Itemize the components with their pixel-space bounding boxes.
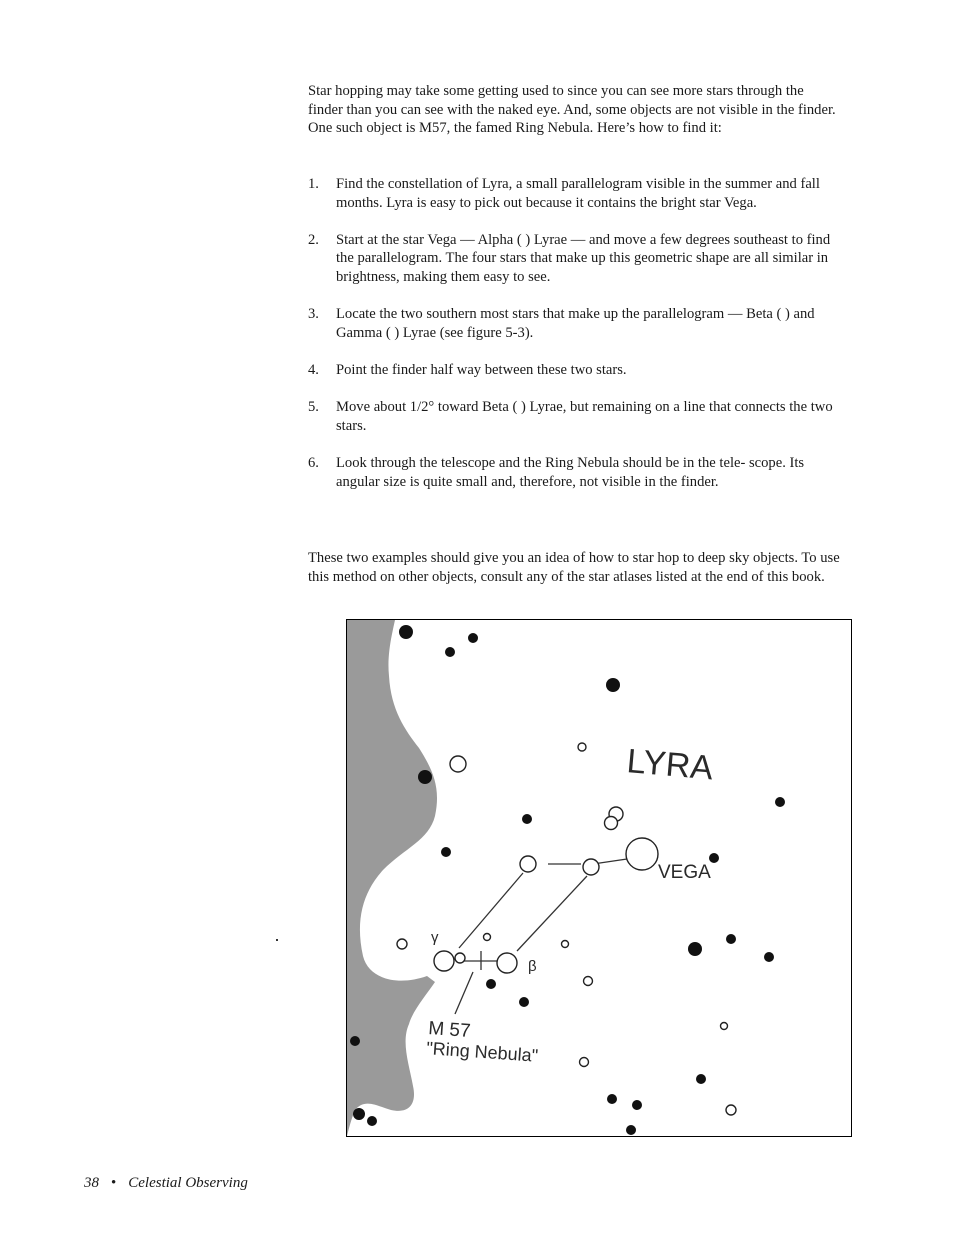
star-open: [721, 1023, 728, 1030]
stray-mark: [276, 939, 278, 941]
star-open: [726, 1105, 736, 1115]
star-filled: [606, 678, 620, 692]
star-filled: [418, 770, 432, 784]
footer-separator: •: [111, 1175, 117, 1191]
star-filled: [522, 814, 532, 824]
constellation-label: LYRA: [625, 742, 715, 788]
step-number: 5.: [308, 399, 319, 416]
star-filled: [607, 1094, 617, 1104]
line-zeta-to-beta: [517, 876, 587, 951]
filled-stars: [350, 625, 785, 1135]
zeta-star: [583, 859, 599, 875]
gamma-star: [434, 951, 454, 971]
star-open: [562, 941, 569, 948]
step-text: Move about 1/2° toward Beta ( ) Lyrae, but remaining on a line that connects the two stars.: [336, 399, 833, 434]
intro-paragraph: Star hopping may take some getting used to since you can see more stars through the finder than you can see with the naked eye. And, some objects are not visible in the finder. One such object is M57, the famed Ring Nebula. Here’s how to find it:: [308, 83, 836, 137]
constellation-lines: [455, 859, 627, 1014]
star-filled: [688, 942, 702, 956]
star-filled: [696, 1074, 706, 1084]
lyra-star-chart: [346, 619, 852, 1137]
star-open: [397, 939, 407, 949]
star-filled: [353, 1108, 365, 1120]
list-item: [308, 175, 842, 212]
milky-way-region: [347, 620, 437, 1136]
star-filled: [350, 1036, 360, 1046]
star-filled: [626, 1125, 636, 1135]
step-text: Locate the two southern most stars that make up the parallelogram — Beta ( ) and Gamma ( ) Lyrae (see figure 5-3).: [336, 306, 815, 341]
star-filled: [632, 1100, 642, 1110]
star-filled: [775, 797, 785, 807]
step-text: Look through the telescope and the Ring Nebula should be in the tele- scope. Its angular size is quite small and, therefore, not visible in the finder.: [336, 454, 805, 490]
star-filled: [726, 934, 736, 944]
star-open: [450, 756, 466, 772]
m57-pointer-line: [455, 972, 473, 1014]
star-filled: [764, 952, 774, 962]
step-text: Find the constellation of Lyra, a small parallelogram visible in the summer and fall months. Lyra is easy to pick out because it contains the bright star Vega.: [336, 176, 820, 211]
star-filled: [468, 633, 478, 643]
star-filled: [367, 1116, 377, 1126]
step-number: 6.: [308, 454, 319, 471]
gamma-label: γ: [431, 929, 439, 946]
star-open: [584, 977, 593, 986]
star-chart-svg: [347, 620, 851, 1136]
step-number: 1.: [308, 176, 319, 192]
outro-paragraph: These two examples should give you an idea of how to star hop to deep sky objects. To use this method on other objects, consult any of the star atlases listed at the end of this book.: [308, 550, 840, 585]
m57-ring: [455, 953, 465, 963]
list-item: [308, 231, 842, 287]
star-filled: [399, 625, 413, 639]
instruction-list: [308, 175, 842, 510]
star-open: [484, 934, 491, 941]
page-footer: [84, 1175, 248, 1192]
list-item: [308, 305, 842, 342]
step-text: Start at the star Vega — Alpha ( ) Lyrae — and move a few degrees southeast to find the parallelogram. The four stars that make up this geometric shape are all similar in brightness, making them easy to see.: [336, 231, 831, 285]
star-filled: [519, 997, 529, 1007]
star-open: [580, 1058, 589, 1067]
step-text: Point the finder half way between these two stars.: [336, 361, 627, 378]
epsilon-star-2: [605, 817, 618, 830]
beta-label: β: [528, 958, 537, 975]
list-item: [308, 361, 842, 380]
star-filled: [486, 979, 496, 989]
vega-star: [626, 838, 658, 870]
star-open: [578, 743, 586, 751]
step-number: 3.: [308, 306, 319, 323]
list-item: [308, 398, 842, 435]
m57-label: M 57: [427, 1018, 472, 1042]
page-number: 38: [84, 1175, 99, 1191]
footer-section-title: Celestial Observing: [128, 1175, 248, 1191]
ring-nebula-label: "Ring Nebula": [425, 1038, 539, 1066]
beta-star: [497, 953, 517, 973]
step-number: 2.: [308, 231, 319, 248]
star-filled: [441, 847, 451, 857]
list-item: [308, 454, 842, 491]
vega-label: VEGA: [658, 862, 711, 883]
delta-star: [520, 856, 536, 872]
step-number: 4.: [308, 361, 319, 378]
star-filled: [445, 647, 455, 657]
